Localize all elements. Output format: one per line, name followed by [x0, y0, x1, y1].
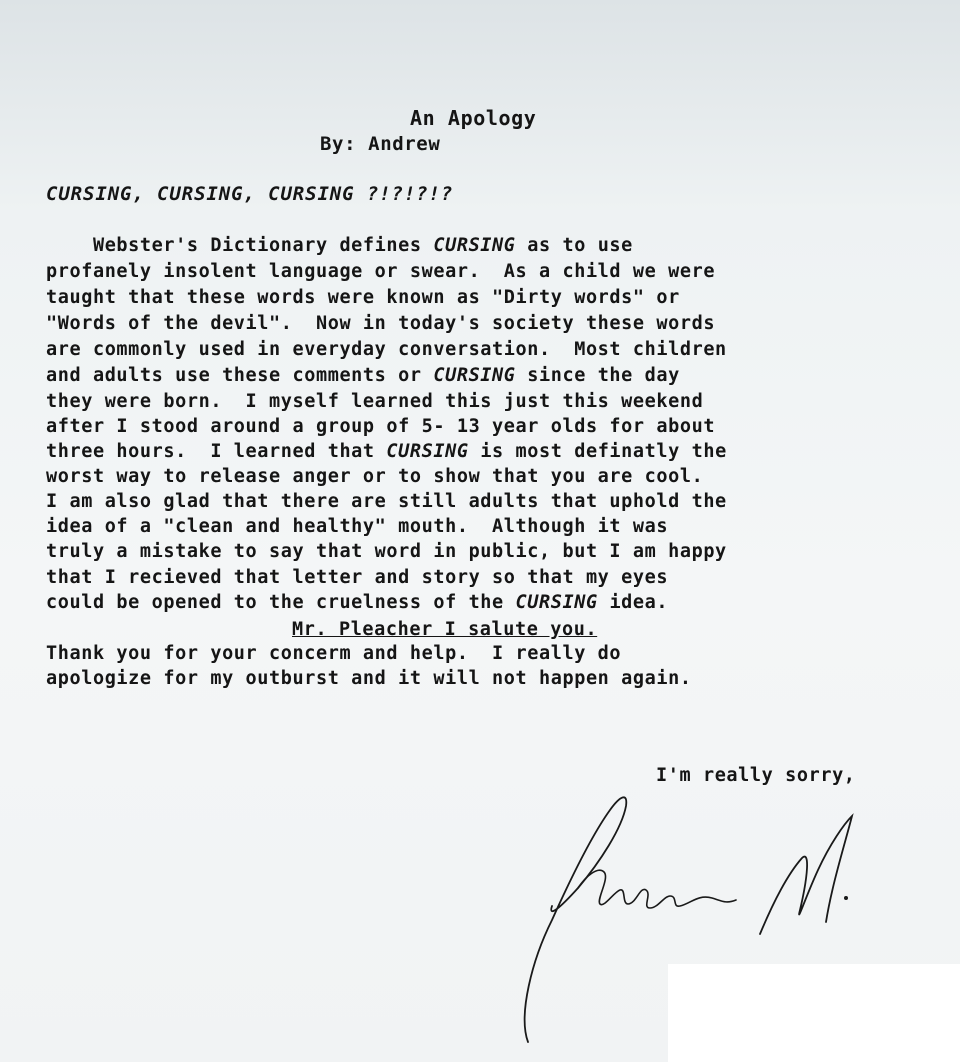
- body-text: I am also glad that there are still adults that uphold the: [46, 491, 727, 512]
- body-text: after I stood around a group of 5- 13 year olds for about: [46, 416, 716, 437]
- body-text: profanely insolent language or swear. As a child we were: [46, 261, 716, 282]
- thanks-line-2: apologize for my outburst and it will not happen again.: [46, 668, 692, 689]
- body-line: [46, 338, 727, 362]
- body-text: taught that these words were known as "Dirty words" or: [46, 287, 680, 308]
- body-text: that I recieved that letter and story so that my eyes: [46, 567, 669, 588]
- body-line: [46, 286, 680, 310]
- body-text: is most definatly the: [468, 441, 727, 462]
- letter-byline: By: Andrew: [320, 133, 441, 155]
- closing-line: I'm really sorry,: [656, 765, 856, 786]
- body-text: truly a mistake to say that word in public, but I am happy: [46, 541, 727, 562]
- body-text: could be opened to the cruelness of the: [46, 592, 516, 613]
- body-text: three hours. I learned that: [46, 441, 387, 462]
- body-text: as to use: [515, 235, 633, 256]
- body-line: [46, 566, 668, 590]
- body-line: [46, 490, 727, 514]
- body-text: Webster's Dictionary defines: [46, 235, 434, 256]
- cursing-emphasis: CURSING: [515, 592, 598, 613]
- cursing-emphasis: CURSING: [433, 235, 516, 256]
- body-text: "Words of the devil". Now in today's society these words: [46, 313, 716, 334]
- body-text: they were born. I myself learned this just this weekend: [46, 391, 704, 412]
- cursing-emphasis: CURSING: [386, 441, 469, 462]
- body-text: since the day: [515, 365, 680, 386]
- body-line: [46, 390, 703, 414]
- body-text: idea of a "clean and healthy" mouth. Although it was: [46, 516, 669, 537]
- thanks-line-1: Thank you for your concerm and help. I really do: [46, 643, 622, 664]
- body-line: [46, 260, 715, 284]
- body-line: [46, 515, 668, 539]
- body-text: and adults use these comments or: [46, 365, 434, 386]
- paper-edge: [668, 964, 960, 1062]
- body-line: [46, 234, 633, 258]
- letter-title: An Apology: [410, 106, 537, 130]
- body-line: [46, 591, 668, 615]
- cursing-emphasis: CURSING: [433, 365, 516, 386]
- body-text: worst way to release anger or to show that you are cool.: [46, 466, 704, 487]
- body-line: [46, 364, 680, 388]
- body-line: [46, 312, 715, 336]
- salute-line: Mr. Pleacher I salute you.: [292, 619, 598, 640]
- body-line: [46, 440, 727, 464]
- body-line: [46, 415, 715, 439]
- body-line: [46, 465, 703, 489]
- body-line: [46, 540, 727, 564]
- body-text: are commonly used in everyday conversation. Most children: [46, 339, 727, 360]
- letter-heading: CURSING, CURSING, CURSING ?!?!?!?: [46, 183, 454, 205]
- body-text: idea.: [597, 592, 669, 613]
